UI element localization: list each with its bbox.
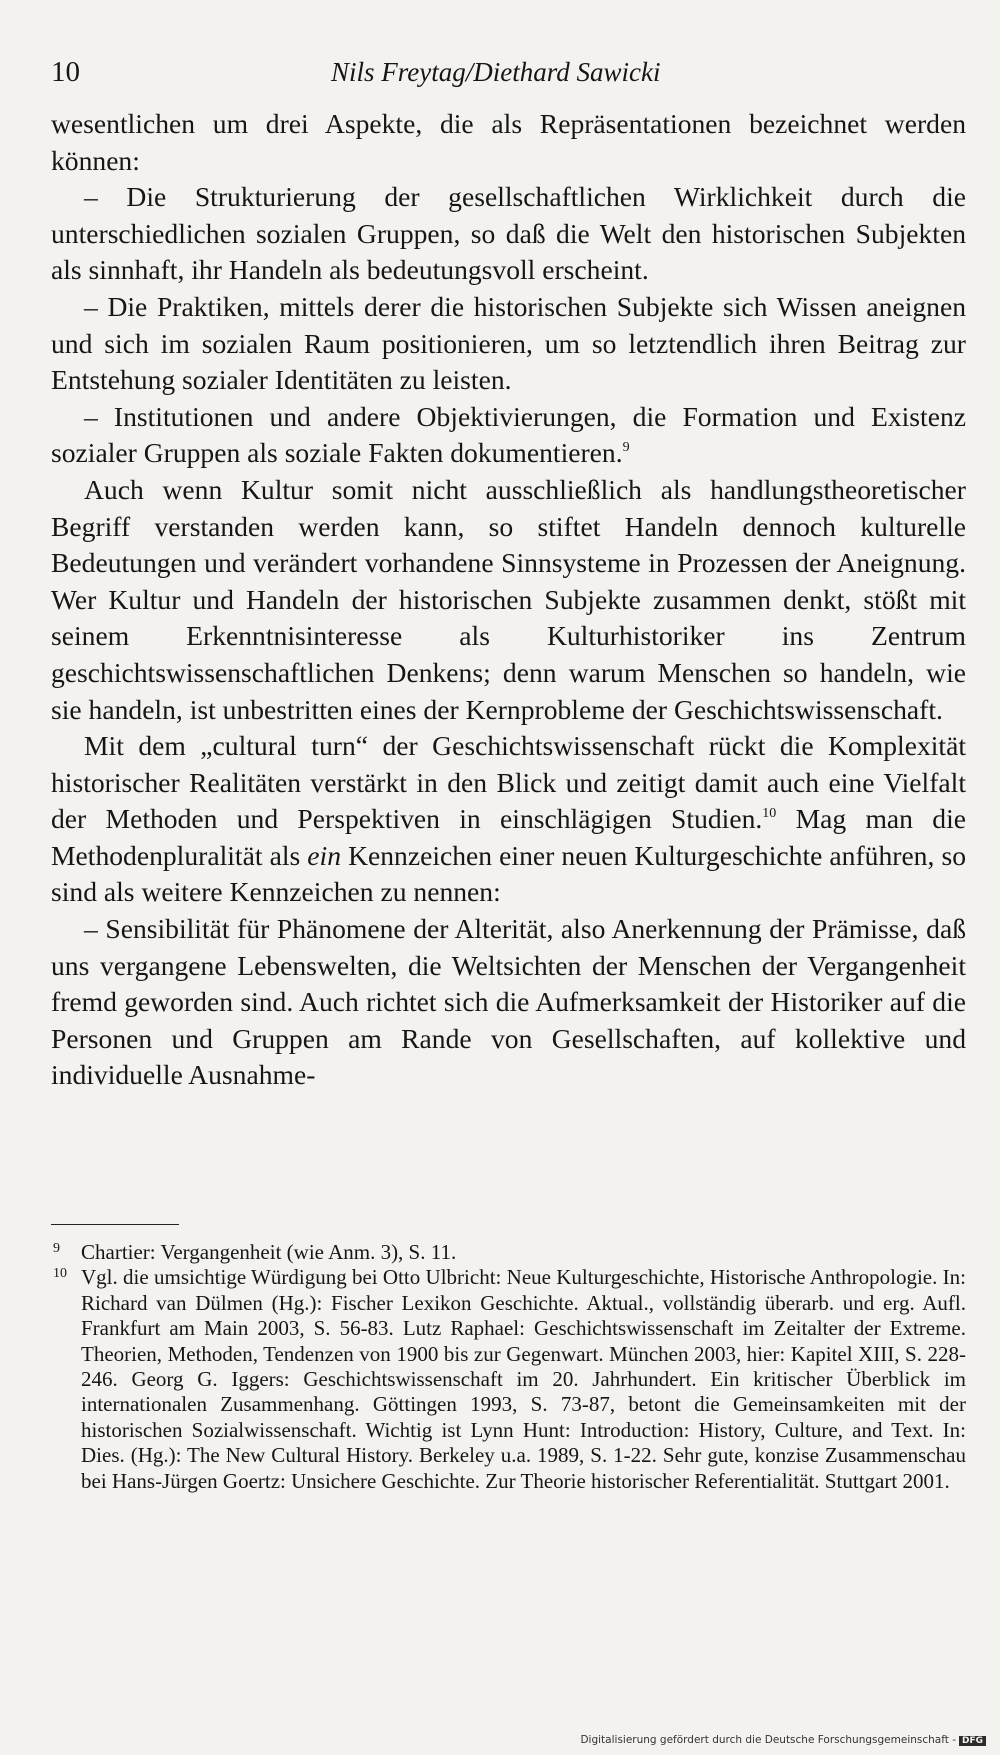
footnote-ref-10[interactable]: 10 xyxy=(762,806,777,822)
footnote-divider xyxy=(51,1224,179,1225)
cultural-turn-text-b: Mag man die Methodenpluralität als xyxy=(51,803,966,871)
list-item-practices: – Die Praktiken, mittels derer die historischen Subjekte sich Wissen aneignen und sich im sozialen Raum positionieren, um so letztendlich ihren Beitrag zur Entstehung sozialer Identitäten zu leisten. xyxy=(51,290,966,396)
digitization-credit xyxy=(580,1734,986,1746)
cultural-turn-text-a: Mit dem „cultural turn“ der Geschichtswissenschaft rückt die Komplexität historischer Realitäten verstärkt in den Blick und zeitigt damit auch eine Vielfalt der Methoden und Perspektiven in einschlägigen Studien. xyxy=(51,730,966,835)
body-text xyxy=(51,106,966,1094)
footnote-text: Chartier: Vergangenheit (wie Anm. 3), S. 11. xyxy=(81,1240,457,1264)
paragraph-1: wesentlichen um drei Aspekte, die als Repräsentationen bezeichnet werden können: xyxy=(51,108,966,176)
footnote-text: Vgl. die umsichtige Würdigung bei Otto Ulbricht: Neue Kulturgeschichte, Historische Anthropologie. In: Richard van Dülmen (Hg.): Fischer Lexikon Geschichte. Aktual., vollständig überarb. und erg. Aufl. Frankfurt am Main 2003, S. 56-83. Lutz Raphael: Geschichtswissenschaft im Zeitalter der Extreme. Theorien, Methoden, Tendenzen von 1900 bis zur Gegenwart. München 2003, hier: Kapitel XIII, S. 228-246. Georg G. Iggers: Geschichtswissenschaft im 20. Jahrhundert. Ein kritischer Überblick im internationalen Zusammenhang. Göttingen 1993, S. 73-87, betont die Gemeinsamkeiten mit der historischen Sozialwissenschaft. Wichtig ist Lynn Hunt: Introduction: History, Culture, and Text. In: Dies. (Hg.): The New Cultural History. Berkeley u.a. 1989, S. 1-22. Sehr gute, konzise Zusammenschau bei Hans-Jürgen Goertz: Unsichere Geschichte. Zur Theorie historischer Referentialität. Stuttgart 2001. xyxy=(81,1265,966,1493)
list-item-structuring: – Die Strukturierung der gesellschaftlichen Wirklichkeit durch die unterschiedlichen sozialen Gruppen, so daß die Welt den historischen Subjekten als sinnhaft, ihr Handeln als bedeutungsvoll erscheint. xyxy=(51,181,966,286)
cultural-turn-text-c: Kennzeichen einer neuen Kulturgeschichte anführen, so sind als weitere Kennzeichen zu nennen: xyxy=(51,839,966,908)
digitization-credit-text: Digitalisierung gefördert durch die Deutsche Forschungsgemeinschaft - xyxy=(580,1734,956,1746)
list-item-institutions xyxy=(51,399,966,472)
footnote-mark: 9 xyxy=(53,1241,60,1256)
footnotes xyxy=(51,1240,966,1494)
footnote-9 xyxy=(51,1240,966,1265)
list-item-alterity: – Sensibilität für Phänomene der Alterität, also Anerkennung der Prämisse, daß uns vergangene Lebenswelten, die Weltsichten der Menschen der Vergangenheit fremd geworden sind. Auch richtet sich die Aufmerksamkeit der Historiker auf die Personen und Gruppen am Rande von Gesellschaften, auf kollektive und individuelle Ausnahme- xyxy=(51,913,966,1091)
dfg-logo: DFG xyxy=(959,1736,986,1746)
paragraph-cultural-turn xyxy=(51,728,966,911)
footnote-10 xyxy=(51,1265,966,1494)
page-number: 10 xyxy=(51,56,80,88)
paragraph-culture-action: Auch wenn Kultur somit nicht ausschließlich als handlungstheoretischer Begriff verstanden werden kann, so stiftet Handeln dennoch kulturelle Bedeutungen und verändert vorhandene Sinnsysteme in Prozessen der Aneignung. Wer Kultur und Handeln der historischen Subjekte zusammen denkt, stößt mit seinem Erkenntnisinteresse als Kulturhistoriker ins Zentrum geschichtswissenschaftlichen Denkens; denn warum Menschen so handeln, wie sie handeln, ist unbestritten eines der Kernprobleme der Geschichtswissenschaft. xyxy=(51,473,966,725)
footnote-mark: 10 xyxy=(53,1266,67,1282)
emphasis-ein: ein xyxy=(307,839,342,871)
list-item-institutions-text: – Institutionen und andere Objektivierungen, die Formation und Existenz sozialer Gruppen als soziale Fakten dokumentieren. xyxy=(51,400,966,469)
page-header xyxy=(51,52,966,96)
running-head: Nils Freytag/Diethard Sawicki xyxy=(331,57,661,87)
footnote-ref-9[interactable]: 9 xyxy=(622,440,630,456)
